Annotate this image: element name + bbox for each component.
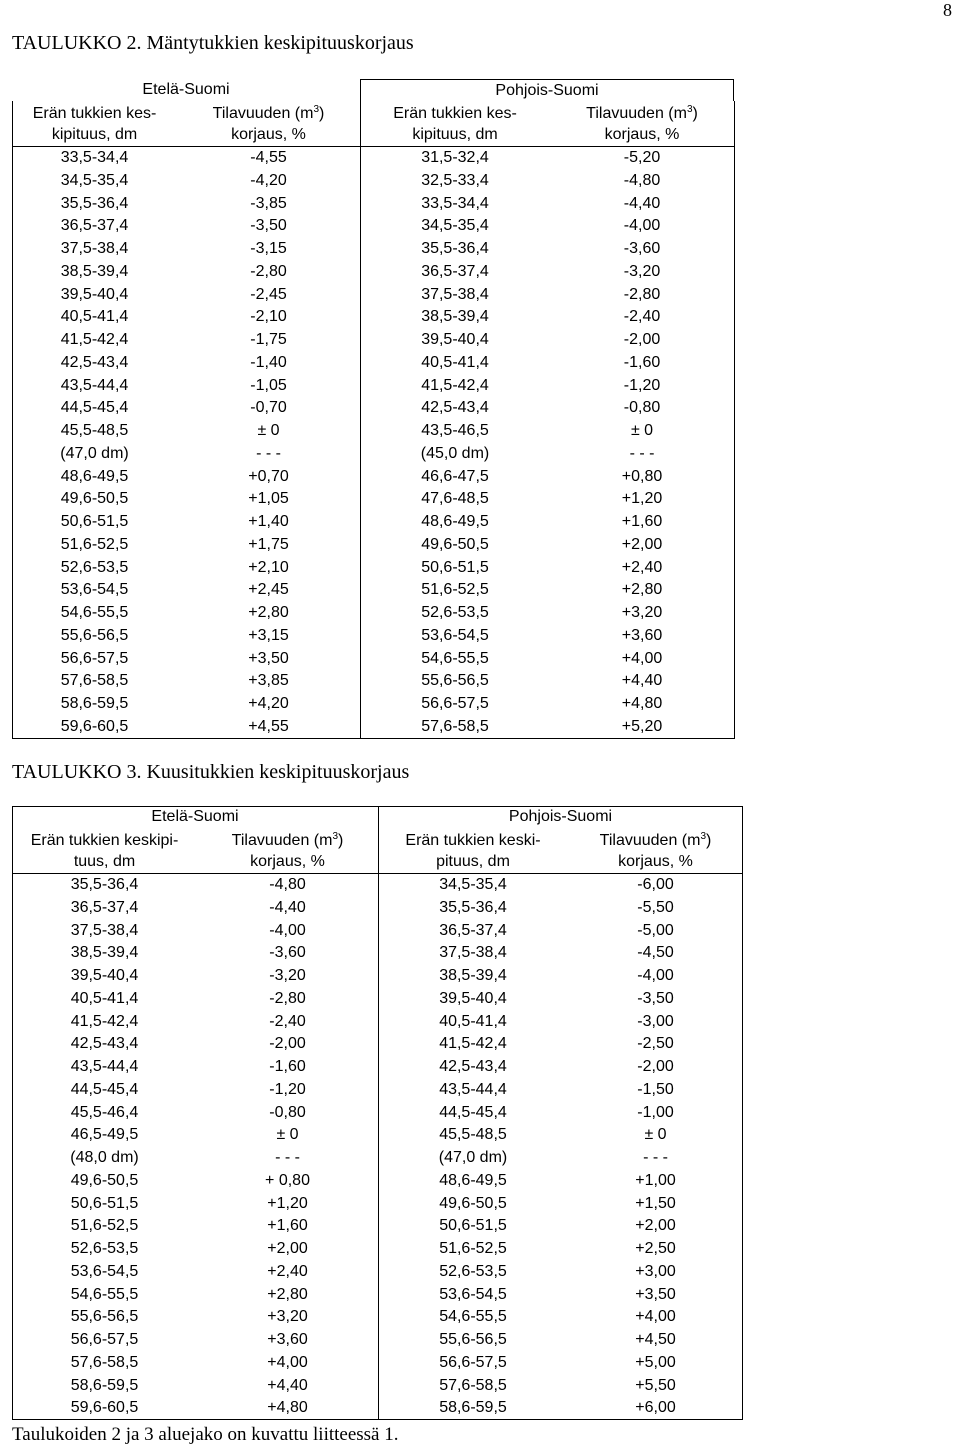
table-cell-south-length: 41,5-42,4 bbox=[60, 331, 129, 348]
table-cell-north-correction: +3,20 bbox=[621, 604, 663, 621]
table-row bbox=[12, 1102, 743, 1125]
table-cell-north-length: 41,5-42,4 bbox=[421, 376, 489, 394]
table-cell-north-length: 57,6-58,5 bbox=[421, 717, 489, 735]
column-header-line1: Tilavuuden $(m^3)$ bbox=[231, 830, 344, 849]
region-label-north: Pohjois-Suomi bbox=[360, 79, 734, 101]
table-cell-south-correction: -2,00 bbox=[269, 1035, 306, 1053]
table-cell-north-length: 52,6-53,5 bbox=[439, 1262, 507, 1280]
table-cell-south-length: 49,6-50,5 bbox=[60, 490, 129, 508]
table-cell-south-correction: + 0,80 bbox=[265, 1171, 310, 1189]
table-cell-south-correction: -4,20 bbox=[250, 171, 287, 189]
table-cell-north-length: 45,5-48,5 bbox=[439, 1126, 507, 1144]
table-cell-south-correction: -3,15 bbox=[250, 240, 287, 257]
table-cell-north-correction: +4,00 bbox=[621, 649, 663, 667]
table-row bbox=[12, 1375, 743, 1398]
table-cell-north-correction: -2,40 bbox=[623, 308, 661, 326]
table-row bbox=[12, 511, 734, 534]
table-cell-south-correction: - - - bbox=[256, 444, 281, 462]
table-cell-south-correction: -2,10 bbox=[250, 308, 287, 326]
table-row bbox=[12, 352, 734, 375]
table-cell-south-correction: -3,20 bbox=[269, 967, 306, 984]
table-cell-north-correction: +1,00 bbox=[635, 1171, 676, 1189]
table-cell-north-length: 47,6-48,5 bbox=[421, 490, 489, 508]
table-cell-south-length: 51,6-52,5 bbox=[70, 1217, 139, 1235]
table-cell-north-length: 56,6-57,5 bbox=[439, 1353, 507, 1371]
table-cell-north-length: 44,5-45,4 bbox=[439, 1103, 507, 1121]
table-cell-south-length: 57,6-58,5 bbox=[70, 1353, 139, 1371]
table-cell-north-length: 46,6-47,5 bbox=[421, 467, 489, 485]
table-row bbox=[12, 329, 734, 352]
column-header-line1: Erän tukkien keskipi- bbox=[30, 831, 179, 849]
table-cell-north-length: 56,6-57,5 bbox=[421, 695, 489, 712]
table-cell-north-correction: -2,80 bbox=[623, 285, 661, 303]
table-cell-north-correction: -1,20 bbox=[623, 376, 661, 394]
table-cell-south-correction: -2,80 bbox=[269, 989, 306, 1007]
table-row bbox=[12, 670, 734, 693]
column-header-south-correction bbox=[177, 101, 360, 146]
table-cell-south-length: (47,0 dm) bbox=[60, 444, 129, 462]
table-cell-north-correction: -2,00 bbox=[623, 331, 661, 348]
table-cell-south-correction: +1,60 bbox=[267, 1217, 308, 1235]
table-cell-north-length: 42,5-43,4 bbox=[439, 1058, 507, 1075]
table-cell-south-correction: +3,60 bbox=[267, 1331, 308, 1348]
table-cell-south-correction: +2,40 bbox=[267, 1262, 308, 1280]
table-cell-south-length: 36,5-37,4 bbox=[70, 898, 139, 916]
table-cell-south-correction: -0,80 bbox=[269, 1103, 306, 1121]
table-cell-south-correction: +1,05 bbox=[248, 490, 289, 508]
table-cell-north-length: 58,6-59,5 bbox=[439, 1399, 507, 1417]
table-row bbox=[12, 965, 743, 988]
region-label-north: Pohjois-Suomi bbox=[508, 808, 613, 825]
column-header-line1: Tilavuuden $(m^3)$ bbox=[586, 103, 698, 122]
table-cell-south-length: 53,6-54,5 bbox=[60, 581, 129, 599]
table-cell-north-correction: +2,40 bbox=[621, 558, 663, 576]
column-header-line2: kipituus, dm bbox=[412, 125, 498, 143]
table-cell-north-length: 43,5-44,4 bbox=[439, 1080, 507, 1098]
table-cell-north-correction: +1,20 bbox=[621, 490, 663, 508]
table-cell-north-correction: ± 0 bbox=[644, 1126, 667, 1144]
table-row bbox=[12, 534, 734, 557]
table-cell-north-length: 43,5-46,5 bbox=[421, 422, 489, 439]
table-row bbox=[12, 306, 734, 329]
table-cell-south-correction: ± 0 bbox=[276, 1126, 299, 1144]
table-row bbox=[12, 1147, 743, 1170]
table-row bbox=[12, 1056, 743, 1079]
table-cell-south-length: 37,5-38,4 bbox=[60, 240, 129, 257]
table-3 bbox=[12, 806, 743, 1420]
table-cell-north-correction: +5,20 bbox=[621, 717, 663, 735]
table-row bbox=[12, 1329, 743, 1352]
table-cell-south-correction: +4,80 bbox=[267, 1399, 308, 1417]
table-cell-north-correction: ± 0 bbox=[630, 422, 654, 439]
table-cell-south-length: 33,5-34,4 bbox=[60, 149, 129, 166]
table-cell-south-correction: -2,45 bbox=[250, 285, 287, 303]
table-cell-north-correction: -6,00 bbox=[637, 876, 674, 893]
table-cell-south-correction: +3,20 bbox=[267, 1308, 308, 1326]
column-header-line2: kipituus, dm bbox=[51, 125, 138, 143]
table-cell-north-correction: -5,50 bbox=[637, 898, 674, 916]
region-header-row bbox=[12, 806, 743, 828]
table-cell-south-correction: -4,80 bbox=[269, 876, 306, 893]
table-cell-south-length: 49,6-50,5 bbox=[70, 1171, 139, 1189]
table-body bbox=[12, 874, 743, 1420]
table-cell-north-length: 37,5-38,4 bbox=[439, 944, 507, 962]
table-cell-south-length: 38,5-39,4 bbox=[70, 944, 139, 962]
table-cell-south-correction: -1,20 bbox=[269, 1080, 306, 1098]
table-cell-north-correction: +3,50 bbox=[635, 1285, 676, 1303]
table-cell-south-correction: +4,55 bbox=[248, 717, 289, 735]
table-cell-north-length: 32,5-33,4 bbox=[421, 171, 489, 189]
table-cell-south-correction: - - - bbox=[275, 1149, 300, 1166]
table-cell-north-correction: +6,00 bbox=[635, 1399, 676, 1417]
region-header-row bbox=[12, 79, 734, 101]
table-cell-north-length: 34,5-35,4 bbox=[421, 217, 489, 235]
table-row bbox=[12, 579, 734, 602]
table-row bbox=[12, 1238, 743, 1261]
table-cell-north-length: 49,6-50,5 bbox=[439, 1194, 507, 1212]
table-cell-south-correction: -1,05 bbox=[250, 376, 287, 394]
table-cell-north-correction: -4,80 bbox=[623, 171, 661, 189]
table-cell-south-length: 44,5-45,4 bbox=[60, 399, 129, 417]
table-cell-north-correction: +4,00 bbox=[635, 1308, 676, 1326]
table-row bbox=[12, 261, 734, 284]
table-cell-south-length: 56,6-57,5 bbox=[60, 649, 129, 667]
table-cell-south-correction: -4,00 bbox=[269, 921, 306, 939]
table-cell-north-correction: +2,50 bbox=[635, 1240, 676, 1257]
table-row bbox=[12, 648, 734, 671]
table-cell-south-length: 39,5-40,4 bbox=[60, 285, 129, 303]
table-row bbox=[12, 215, 734, 238]
table-cell-north-correction: +4,40 bbox=[621, 672, 663, 690]
table-cell-south-correction: -2,40 bbox=[269, 1012, 306, 1030]
table-cell-south-length: 34,5-35,4 bbox=[60, 171, 129, 189]
table-cell-north-correction: -3,00 bbox=[637, 1012, 674, 1030]
table-row bbox=[12, 397, 734, 420]
table-cell-north-correction: -2,50 bbox=[637, 1035, 674, 1053]
table-cell-south-length: 46,5-49,5 bbox=[70, 1126, 139, 1144]
table-body bbox=[12, 147, 734, 739]
table-row bbox=[12, 988, 743, 1011]
table-cell-north-correction: -4,40 bbox=[623, 194, 661, 212]
table-cell-south-length: 50,6-51,5 bbox=[60, 513, 129, 530]
table-cell-north-length: 33,5-34,4 bbox=[421, 194, 489, 212]
table-row bbox=[12, 1215, 743, 1238]
table-cell-south-length: 52,6-53,5 bbox=[70, 1240, 139, 1257]
table-cell-north-length: 38,5-39,4 bbox=[439, 967, 507, 984]
table-cell-north-length: 50,6-51,5 bbox=[439, 1217, 507, 1235]
table-cell-north-correction: +4,80 bbox=[621, 695, 663, 712]
table-cell-south-length: 45,5-48,5 bbox=[60, 422, 129, 439]
table-cell-north-correction: -4,50 bbox=[637, 944, 674, 962]
table-cell-south-correction: -1,40 bbox=[250, 353, 287, 371]
table-cell-south-length: 52,6-53,5 bbox=[60, 558, 129, 576]
table-cell-south-length: 58,6-59,5 bbox=[60, 695, 129, 712]
table-cell-south-length: 35,5-36,4 bbox=[70, 876, 139, 893]
table-row bbox=[12, 716, 734, 739]
column-header-line1: Erän tukkien kes- bbox=[32, 104, 157, 122]
table-cell-north-correction: +4,50 bbox=[635, 1331, 676, 1348]
table-cell-south-length: 54,6-55,5 bbox=[60, 604, 129, 621]
table-cell-north-length: 35,5-36,4 bbox=[421, 240, 489, 257]
column-header-south-correction bbox=[197, 828, 378, 873]
table-cell-south-length: 48,6-49,5 bbox=[60, 467, 129, 485]
table-cell-north-length: 51,6-52,5 bbox=[439, 1240, 507, 1257]
table-cell-south-correction: -1,60 bbox=[269, 1058, 306, 1075]
table-cell-north-length: 48,6-49,5 bbox=[421, 513, 489, 530]
table-cell-south-correction: -3,60 bbox=[269, 944, 306, 962]
table-cell-north-length: 54,6-55,5 bbox=[439, 1308, 507, 1326]
table-cell-south-length: 43,5-44,4 bbox=[60, 376, 129, 394]
table-cell-north-length: 52,6-53,5 bbox=[421, 604, 489, 621]
table-cell-north-length: 42,5-43,4 bbox=[421, 399, 489, 417]
column-header-row bbox=[12, 828, 743, 874]
table-cell-south-length: 37,5-38,4 bbox=[70, 921, 139, 939]
table-row bbox=[12, 1033, 743, 1056]
table-cell-north-correction: -1,60 bbox=[623, 353, 661, 371]
table-cell-north-correction: -1,50 bbox=[637, 1080, 674, 1098]
table-row bbox=[12, 147, 734, 170]
column-header-line1: Tilavuuden $(m^3)$ bbox=[599, 830, 712, 849]
table-cell-north-correction: -1,00 bbox=[637, 1103, 674, 1121]
table-cell-south-correction: +3,85 bbox=[248, 672, 289, 690]
table-cell-south-correction: -2,80 bbox=[250, 262, 287, 280]
region-label-south: Etelä-Suomi bbox=[142, 81, 230, 98]
table-cell-south-correction: +3,50 bbox=[248, 649, 289, 667]
table-cell-north-length: (45,0 dm) bbox=[420, 444, 490, 462]
table-cell-south-length: 45,5-46,4 bbox=[70, 1103, 139, 1121]
table-cell-north-correction: -3,50 bbox=[637, 989, 674, 1007]
page-number: 8 bbox=[943, 0, 952, 20]
table-cell-north-length: 53,6-54,5 bbox=[439, 1285, 507, 1303]
table-row bbox=[12, 693, 734, 716]
table-cell-north-correction: -3,20 bbox=[623, 262, 661, 280]
table-cell-north-length: (47,0 dm) bbox=[438, 1149, 508, 1166]
table-cell-south-correction: +4,20 bbox=[248, 695, 289, 712]
table-cell-north-correction: +1,60 bbox=[621, 513, 663, 530]
table-row bbox=[12, 284, 734, 307]
table-row bbox=[12, 1124, 743, 1147]
column-header-north-correction bbox=[550, 101, 734, 146]
table-cell-south-length: 59,6-60,5 bbox=[60, 717, 129, 735]
table-cell-south-correction: +1,40 bbox=[248, 513, 289, 530]
table-cell-south-correction: +4,00 bbox=[267, 1353, 308, 1371]
table-cell-south-length: 42,5-43,4 bbox=[60, 353, 129, 371]
table-cell-north-correction: -0,80 bbox=[623, 399, 661, 417]
table-cell-north-correction: +2,00 bbox=[621, 535, 663, 553]
table-cell-south-correction: +2,45 bbox=[248, 581, 289, 599]
table-row bbox=[12, 488, 734, 511]
column-header-north-length bbox=[360, 101, 550, 146]
table-cell-south-correction: -4,55 bbox=[250, 149, 287, 166]
column-header-line2: tuus, dm bbox=[73, 852, 136, 870]
column-header-south-length bbox=[12, 101, 177, 146]
table-cell-south-length: 41,5-42,4 bbox=[70, 1012, 139, 1030]
table-row bbox=[12, 375, 734, 398]
table-cell-south-correction: -1,75 bbox=[250, 331, 287, 348]
footnote: Taulukoiden 2 ja 3 aluejako on kuvattu liitteessä 1. bbox=[12, 1424, 399, 1445]
table-cell-north-correction: +2,80 bbox=[621, 581, 663, 599]
table-cell-north-correction: +3,00 bbox=[635, 1262, 676, 1280]
table-cell-south-length: 35,5-36,4 bbox=[60, 194, 129, 212]
column-header-line2: pituus, dm bbox=[436, 852, 510, 870]
table-cell-north-correction: +5,00 bbox=[635, 1353, 676, 1371]
table-cell-south-correction: +2,80 bbox=[248, 604, 289, 621]
table-cell-south-correction: -0,70 bbox=[250, 399, 287, 417]
table-cell-north-length: 36,5-37,4 bbox=[439, 921, 507, 939]
table-row bbox=[12, 1352, 743, 1375]
column-header-row bbox=[12, 101, 734, 147]
column-header-line1: Tilavuuden $(m^3)$ bbox=[212, 103, 325, 122]
table-cell-north-correction: -4,00 bbox=[637, 967, 674, 984]
table-cell-north-length: 57,6-58,5 bbox=[439, 1376, 507, 1394]
table-cell-south-correction: +1,75 bbox=[248, 535, 289, 553]
column-header-line2: korjaus, % bbox=[231, 125, 306, 143]
table-row bbox=[12, 557, 734, 580]
column-header-north-correction bbox=[568, 828, 743, 873]
column-header-line2: korjaus, % bbox=[604, 125, 680, 143]
table-row bbox=[12, 874, 743, 897]
table-row bbox=[12, 1397, 743, 1420]
table-cell-south-length: 53,6-54,5 bbox=[70, 1262, 139, 1280]
table-cell-south-length: 50,6-51,5 bbox=[70, 1194, 139, 1212]
table-cell-north-correction: -2,00 bbox=[637, 1058, 674, 1075]
table-row bbox=[12, 897, 743, 920]
table-cell-north-length: 53,6-54,5 bbox=[421, 626, 489, 644]
table-cell-north-correction: +1,50 bbox=[635, 1194, 676, 1212]
table-cell-south-correction: -4,40 bbox=[269, 898, 306, 916]
table-cell-north-correction: +3,60 bbox=[621, 626, 663, 644]
table-row bbox=[12, 602, 734, 625]
table-cell-south-length: 43,5-44,4 bbox=[70, 1058, 139, 1075]
table-row bbox=[12, 1079, 743, 1102]
table-3-caption: TAULUKKO 3. Kuusitukkien keskipituuskorjaus bbox=[12, 761, 410, 783]
table-2-caption: TAULUKKO 2. Mäntytukkien keskipituuskorjaus bbox=[12, 32, 414, 54]
table-cell-south-correction: +3,15 bbox=[248, 626, 289, 644]
table-cell-north-length: 40,5-41,4 bbox=[421, 353, 489, 371]
column-header-line2: korjaus, % bbox=[618, 852, 693, 870]
table-cell-north-correction: -5,00 bbox=[637, 921, 674, 939]
table-cell-north-length: 54,6-55,5 bbox=[421, 649, 489, 667]
table-cell-south-correction: +2,80 bbox=[267, 1285, 308, 1303]
table-cell-south-correction: -3,50 bbox=[250, 217, 287, 235]
table-cell-north-correction: +0,80 bbox=[621, 467, 663, 485]
table-cell-south-correction: +1,20 bbox=[267, 1194, 308, 1212]
table-cell-south-length: 42,5-43,4 bbox=[70, 1035, 139, 1053]
table-row bbox=[12, 1284, 743, 1307]
table-cell-south-length: 56,6-57,5 bbox=[70, 1331, 139, 1348]
table-cell-south-length: 55,6-56,5 bbox=[70, 1308, 139, 1326]
table-row bbox=[12, 920, 743, 943]
table-cell-north-length: 51,6-52,5 bbox=[421, 581, 489, 599]
column-header-north-length bbox=[378, 828, 568, 873]
table-row bbox=[12, 466, 734, 489]
table-cell-south-length: 58,6-59,5 bbox=[70, 1376, 139, 1394]
table-cell-north-length: 40,5-41,4 bbox=[439, 1012, 507, 1030]
table-cell-south-length: 40,5-41,4 bbox=[60, 308, 129, 326]
table-cell-north-length: 55,6-56,5 bbox=[421, 672, 489, 690]
table-cell-north-length: 55,6-56,5 bbox=[439, 1331, 507, 1348]
table-cell-south-length: 51,6-52,5 bbox=[60, 535, 129, 553]
table-row bbox=[12, 170, 734, 193]
table-cell-north-length: 38,5-39,4 bbox=[421, 308, 489, 326]
table-cell-north-correction: +5,50 bbox=[635, 1376, 676, 1394]
table-cell-south-length: 54,6-55,5 bbox=[70, 1285, 139, 1303]
table-row bbox=[12, 1011, 743, 1034]
column-header-line2: korjaus, % bbox=[250, 852, 325, 870]
column-header-line1: Erän tukkien keski- bbox=[405, 831, 541, 849]
table-row bbox=[12, 942, 743, 965]
table-2 bbox=[12, 79, 734, 739]
table-row bbox=[12, 193, 734, 216]
table-cell-north-length: 39,5-40,4 bbox=[421, 331, 489, 348]
table-row bbox=[12, 420, 734, 443]
table-cell-south-length: 36,5-37,4 bbox=[60, 217, 129, 235]
table-cell-south-correction: +4,40 bbox=[267, 1376, 308, 1394]
table-cell-south-correction: +2,10 bbox=[248, 558, 289, 576]
table-row bbox=[12, 625, 734, 648]
table-cell-south-correction: ± 0 bbox=[257, 422, 280, 439]
table-cell-north-length: 39,5-40,4 bbox=[439, 989, 507, 1007]
column-header-line1: Erän tukkien kes- bbox=[393, 104, 517, 122]
table-cell-north-length: 48,6-49,5 bbox=[439, 1171, 507, 1189]
table-cell-south-length: 59,6-60,5 bbox=[70, 1399, 139, 1417]
table-cell-south-length: 44,5-45,4 bbox=[70, 1080, 139, 1098]
column-header-south-length bbox=[12, 828, 197, 873]
table-cell-north-length: 31,5-32,4 bbox=[421, 149, 489, 166]
table-row bbox=[12, 1261, 743, 1284]
table-cell-south-length: 57,6-58,5 bbox=[60, 672, 129, 690]
table-cell-south-correction: +0,70 bbox=[248, 467, 289, 485]
table-cell-north-length: 49,6-50,5 bbox=[421, 535, 489, 553]
table-row bbox=[12, 238, 734, 261]
table-cell-north-correction: -5,20 bbox=[623, 149, 661, 166]
table-cell-north-correction: - - - bbox=[643, 1149, 668, 1166]
table-cell-north-length: 36,5-37,4 bbox=[421, 262, 489, 280]
table-cell-south-length: 55,6-56,5 bbox=[60, 626, 129, 644]
table-cell-south-length: 40,5-41,4 bbox=[70, 989, 139, 1007]
table-cell-north-length: 34,5-35,4 bbox=[439, 876, 507, 893]
table-row bbox=[12, 1193, 743, 1216]
table-cell-north-length: 37,5-38,4 bbox=[421, 285, 489, 303]
table-cell-south-correction: +2,00 bbox=[267, 1240, 308, 1257]
table-cell-north-length: 50,6-51,5 bbox=[421, 558, 489, 576]
table-cell-north-length: 41,5-42,4 bbox=[439, 1035, 507, 1053]
table-row bbox=[12, 443, 734, 466]
table-cell-north-correction: -4,00 bbox=[623, 217, 661, 235]
table-cell-south-correction: -3,85 bbox=[250, 194, 287, 212]
table-cell-north-correction: -3,60 bbox=[623, 240, 661, 257]
table-row bbox=[12, 1170, 743, 1193]
table-cell-north-length: 35,5-36,4 bbox=[439, 898, 507, 916]
table-cell-south-length: 39,5-40,4 bbox=[70, 967, 139, 984]
table-cell-north-correction: +2,00 bbox=[635, 1217, 676, 1235]
region-label-south: Etelä-Suomi bbox=[151, 808, 239, 825]
table-cell-north-correction: - - - bbox=[629, 444, 655, 462]
table-cell-south-length: (48,0 dm) bbox=[70, 1149, 139, 1166]
table-cell-south-length: 38,5-39,4 bbox=[60, 262, 129, 280]
table-row bbox=[12, 1306, 743, 1329]
